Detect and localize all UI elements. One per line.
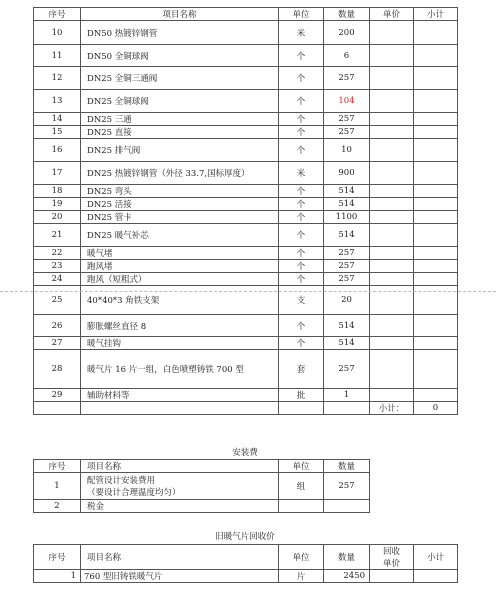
row-qty: 2450 [324, 570, 370, 583]
materials-header-row [34, 8, 458, 21]
row-name: 跑风堵 [81, 260, 279, 273]
row-no: 23 [34, 260, 81, 273]
row-qty: 514 [324, 315, 370, 337]
row-unit: 组 [279, 473, 324, 500]
row-name: DN25 管卡 [81, 211, 279, 224]
table-row [34, 90, 458, 113]
row-name-line2: （要设计合理温度均匀） [87, 488, 181, 498]
row-subtotal [414, 570, 458, 583]
row-qty [324, 500, 370, 513]
recycle-header-no: 序号 [34, 545, 81, 570]
row-name: DN25 直接 [81, 126, 279, 139]
table-row [34, 126, 458, 139]
row-subtotal [414, 224, 458, 247]
row-no: 12 [34, 67, 81, 90]
row-qty: 514 [324, 224, 370, 247]
row-no: 20 [34, 211, 81, 224]
header-unit: 单位 [279, 8, 324, 21]
install-header-qty: 数量 [324, 460, 370, 473]
recycle-header-subtotal: 小计 [414, 545, 458, 570]
row-no: 21 [34, 224, 81, 247]
row-price [370, 286, 414, 315]
row-no: 26 [34, 315, 81, 337]
row-qty: 514 [324, 185, 370, 198]
row-name: DN25 全铜三通阀 [81, 67, 279, 90]
row-unit: 支 [279, 286, 324, 315]
row-price [370, 224, 414, 247]
row-price [370, 570, 414, 583]
row-price [370, 350, 414, 389]
row-price [370, 273, 414, 286]
header-name: 项目名称 [81, 8, 279, 21]
row-unit: 个 [279, 139, 324, 162]
row-qty: 257 [324, 260, 370, 273]
row-qty: 257 [324, 273, 370, 286]
row-unit: 批 [279, 389, 324, 402]
recycle-header-row [34, 545, 458, 570]
recycle-header-name: 项目名称 [81, 545, 279, 570]
row-unit: 个 [279, 260, 324, 273]
table-row [34, 67, 458, 90]
header-qty: 数量 [324, 8, 370, 21]
row-unit: 个 [279, 126, 324, 139]
table-row [34, 260, 458, 273]
row-price [370, 260, 414, 273]
row-unit: 个 [279, 198, 324, 211]
row-qty: 1100 [324, 211, 370, 224]
row-name: DN25 三通 [81, 113, 279, 126]
row-name: DN25 全铜球阀 [81, 90, 279, 113]
install-title: 安装费 [232, 448, 258, 458]
table-row [34, 162, 458, 185]
table-row [34, 337, 458, 350]
row-unit: 个 [279, 337, 324, 350]
table-row [34, 185, 458, 198]
row-unit: 个 [279, 185, 324, 198]
row-subtotal [414, 162, 458, 185]
table-row [34, 389, 458, 402]
table-row [34, 224, 458, 247]
row-price [370, 45, 414, 67]
row-qty: 257 [324, 350, 370, 389]
row-qty: 200 [324, 21, 370, 45]
install-table [33, 459, 370, 513]
table-row [34, 113, 458, 126]
row-subtotal [414, 260, 458, 273]
row-subtotal [414, 67, 458, 90]
row-price [370, 337, 414, 350]
row-unit: 个 [279, 224, 324, 247]
row-subtotal [414, 185, 458, 198]
row-name: 暖气片 16 片一组，白色喷塑铸铁 700 型 [81, 350, 279, 389]
row-no: 13 [34, 90, 81, 113]
row-no: 1 [34, 473, 81, 500]
row-no: 17 [34, 162, 81, 185]
header-subtotal: 小计 [414, 8, 458, 21]
row-unit: 个 [279, 67, 324, 90]
row-subtotal [414, 139, 458, 162]
install-header-no: 序号 [34, 460, 81, 473]
table-row [34, 500, 370, 513]
row-subtotal [414, 247, 458, 260]
table-row [34, 315, 458, 337]
row-name: 辅助材料等 [81, 389, 279, 402]
row-name: 膨胀螺丝直径 8 [81, 315, 279, 337]
row-subtotal [414, 90, 458, 113]
row-price [370, 162, 414, 185]
row-subtotal [414, 337, 458, 350]
row-unit: 片 [279, 570, 324, 583]
row-unit: 个 [279, 273, 324, 286]
row-qty: 1 [324, 389, 370, 402]
row-subtotal [414, 211, 458, 224]
subtotal-row [34, 402, 458, 415]
row-price [370, 113, 414, 126]
table-row [34, 570, 458, 583]
row-no: 16 [34, 139, 81, 162]
row-price [370, 389, 414, 402]
table-row [34, 350, 458, 389]
recycle-title: 旧暖气片回收价 [215, 532, 275, 542]
row-name: DN25 活接 [81, 198, 279, 211]
row-no: 19 [34, 198, 81, 211]
row-price [370, 198, 414, 211]
row-price [370, 247, 414, 260]
row-subtotal [414, 45, 458, 67]
row-subtotal [414, 315, 458, 337]
row-no: 10 [34, 21, 81, 45]
empty-cell [324, 402, 370, 415]
row-unit: 个 [279, 45, 324, 67]
empty-cell [279, 402, 324, 415]
table-row [34, 198, 458, 211]
install-header-name: 项目名称 [81, 460, 279, 473]
row-no: 28 [34, 350, 81, 389]
header-price: 单价 [370, 8, 414, 21]
header-no: 序号 [34, 8, 81, 21]
row-unit: 个 [279, 315, 324, 337]
row-qty: 514 [324, 337, 370, 350]
row-name: 40*40*3 角铁支架 [81, 286, 279, 315]
install-header-row [34, 460, 370, 473]
row-name: 跑风（短粗式） [81, 273, 279, 286]
row-unit: 个 [279, 247, 324, 260]
row-name: 暖气挂钩 [81, 337, 279, 350]
row-price [370, 21, 414, 45]
row-price [370, 67, 414, 90]
recycle-header-price-line1: 回收 [382, 547, 400, 557]
row-name-line1: 配管设计安装费用 [87, 476, 156, 486]
row-subtotal [414, 350, 458, 389]
row-subtotal [414, 198, 458, 211]
row-name: 暖气堵 [81, 247, 279, 260]
table-row [34, 286, 458, 315]
row-name: 税金 [81, 500, 279, 513]
table-row [34, 211, 458, 224]
row-no: 27 [34, 337, 81, 350]
row-subtotal [414, 126, 458, 139]
install-header-unit: 单位 [279, 460, 324, 473]
row-no: 18 [34, 185, 81, 198]
row-subtotal [414, 21, 458, 45]
row-no: 2 [34, 500, 81, 513]
row-unit: 米 [279, 21, 324, 45]
row-name: 760 型旧铸铁暖气片 [81, 570, 279, 583]
row-price [370, 315, 414, 337]
row-name: DN25 暖气补芯 [81, 224, 279, 247]
row-no: 29 [34, 389, 81, 402]
recycle-table [33, 544, 458, 583]
row-price [370, 185, 414, 198]
row-no: 14 [34, 113, 81, 126]
empty-cell [34, 402, 81, 415]
row-qty: 257 [324, 473, 370, 500]
row-unit: 个 [279, 211, 324, 224]
row-price [370, 211, 414, 224]
row-name: DN50 全铜球阀 [81, 45, 279, 67]
table-row [34, 247, 458, 260]
row-unit: 米 [279, 162, 324, 185]
table-row [34, 45, 458, 67]
recycle-header-qty: 数量 [324, 545, 370, 570]
row-qty: 20 [324, 286, 370, 315]
row-subtotal [414, 273, 458, 286]
row-unit: 套 [279, 350, 324, 389]
row-qty: 257 [324, 247, 370, 260]
row-no: 15 [34, 126, 81, 139]
row-subtotal [414, 286, 458, 315]
table-row [34, 273, 458, 286]
recycle-header-price-line2: 单价 [382, 559, 400, 569]
row-subtotal [414, 389, 458, 402]
page-break-line [0, 291, 496, 292]
row-name [81, 473, 279, 500]
recycle-header-unit: 单位 [279, 545, 324, 570]
table-row [34, 139, 458, 162]
row-unit: 个 [279, 113, 324, 126]
row-qty: 104 [324, 90, 370, 113]
row-qty: 257 [324, 126, 370, 139]
row-no: 24 [34, 273, 81, 286]
row-no: 11 [34, 45, 81, 67]
subtotal-value: 0 [414, 402, 458, 415]
row-qty: 10 [324, 139, 370, 162]
row-name: DN25 排气阀 [81, 139, 279, 162]
row-name: DN50 热镀锌钢管 [81, 21, 279, 45]
row-price [370, 126, 414, 139]
row-no: 25 [34, 286, 81, 315]
row-no: 1 [34, 570, 81, 583]
recycle-header-price [370, 545, 414, 570]
row-qty: 257 [324, 113, 370, 126]
row-name: DN25 弯头 [81, 185, 279, 198]
subtotal-label: 小计： [370, 402, 414, 415]
empty-cell [81, 402, 279, 415]
row-price [370, 139, 414, 162]
table-row [34, 21, 458, 45]
row-unit [279, 500, 324, 513]
row-price [370, 90, 414, 113]
row-subtotal [414, 113, 458, 126]
row-name: DN25 热镀锌钢管（外径 33.7,国标厚度） [81, 162, 279, 185]
row-no: 22 [34, 247, 81, 260]
materials-table [33, 7, 458, 415]
row-qty: 900 [324, 162, 370, 185]
row-qty: 6 [324, 45, 370, 67]
table-row [34, 473, 370, 500]
row-qty: 514 [324, 198, 370, 211]
row-unit: 个 [279, 90, 324, 113]
row-qty: 257 [324, 67, 370, 90]
